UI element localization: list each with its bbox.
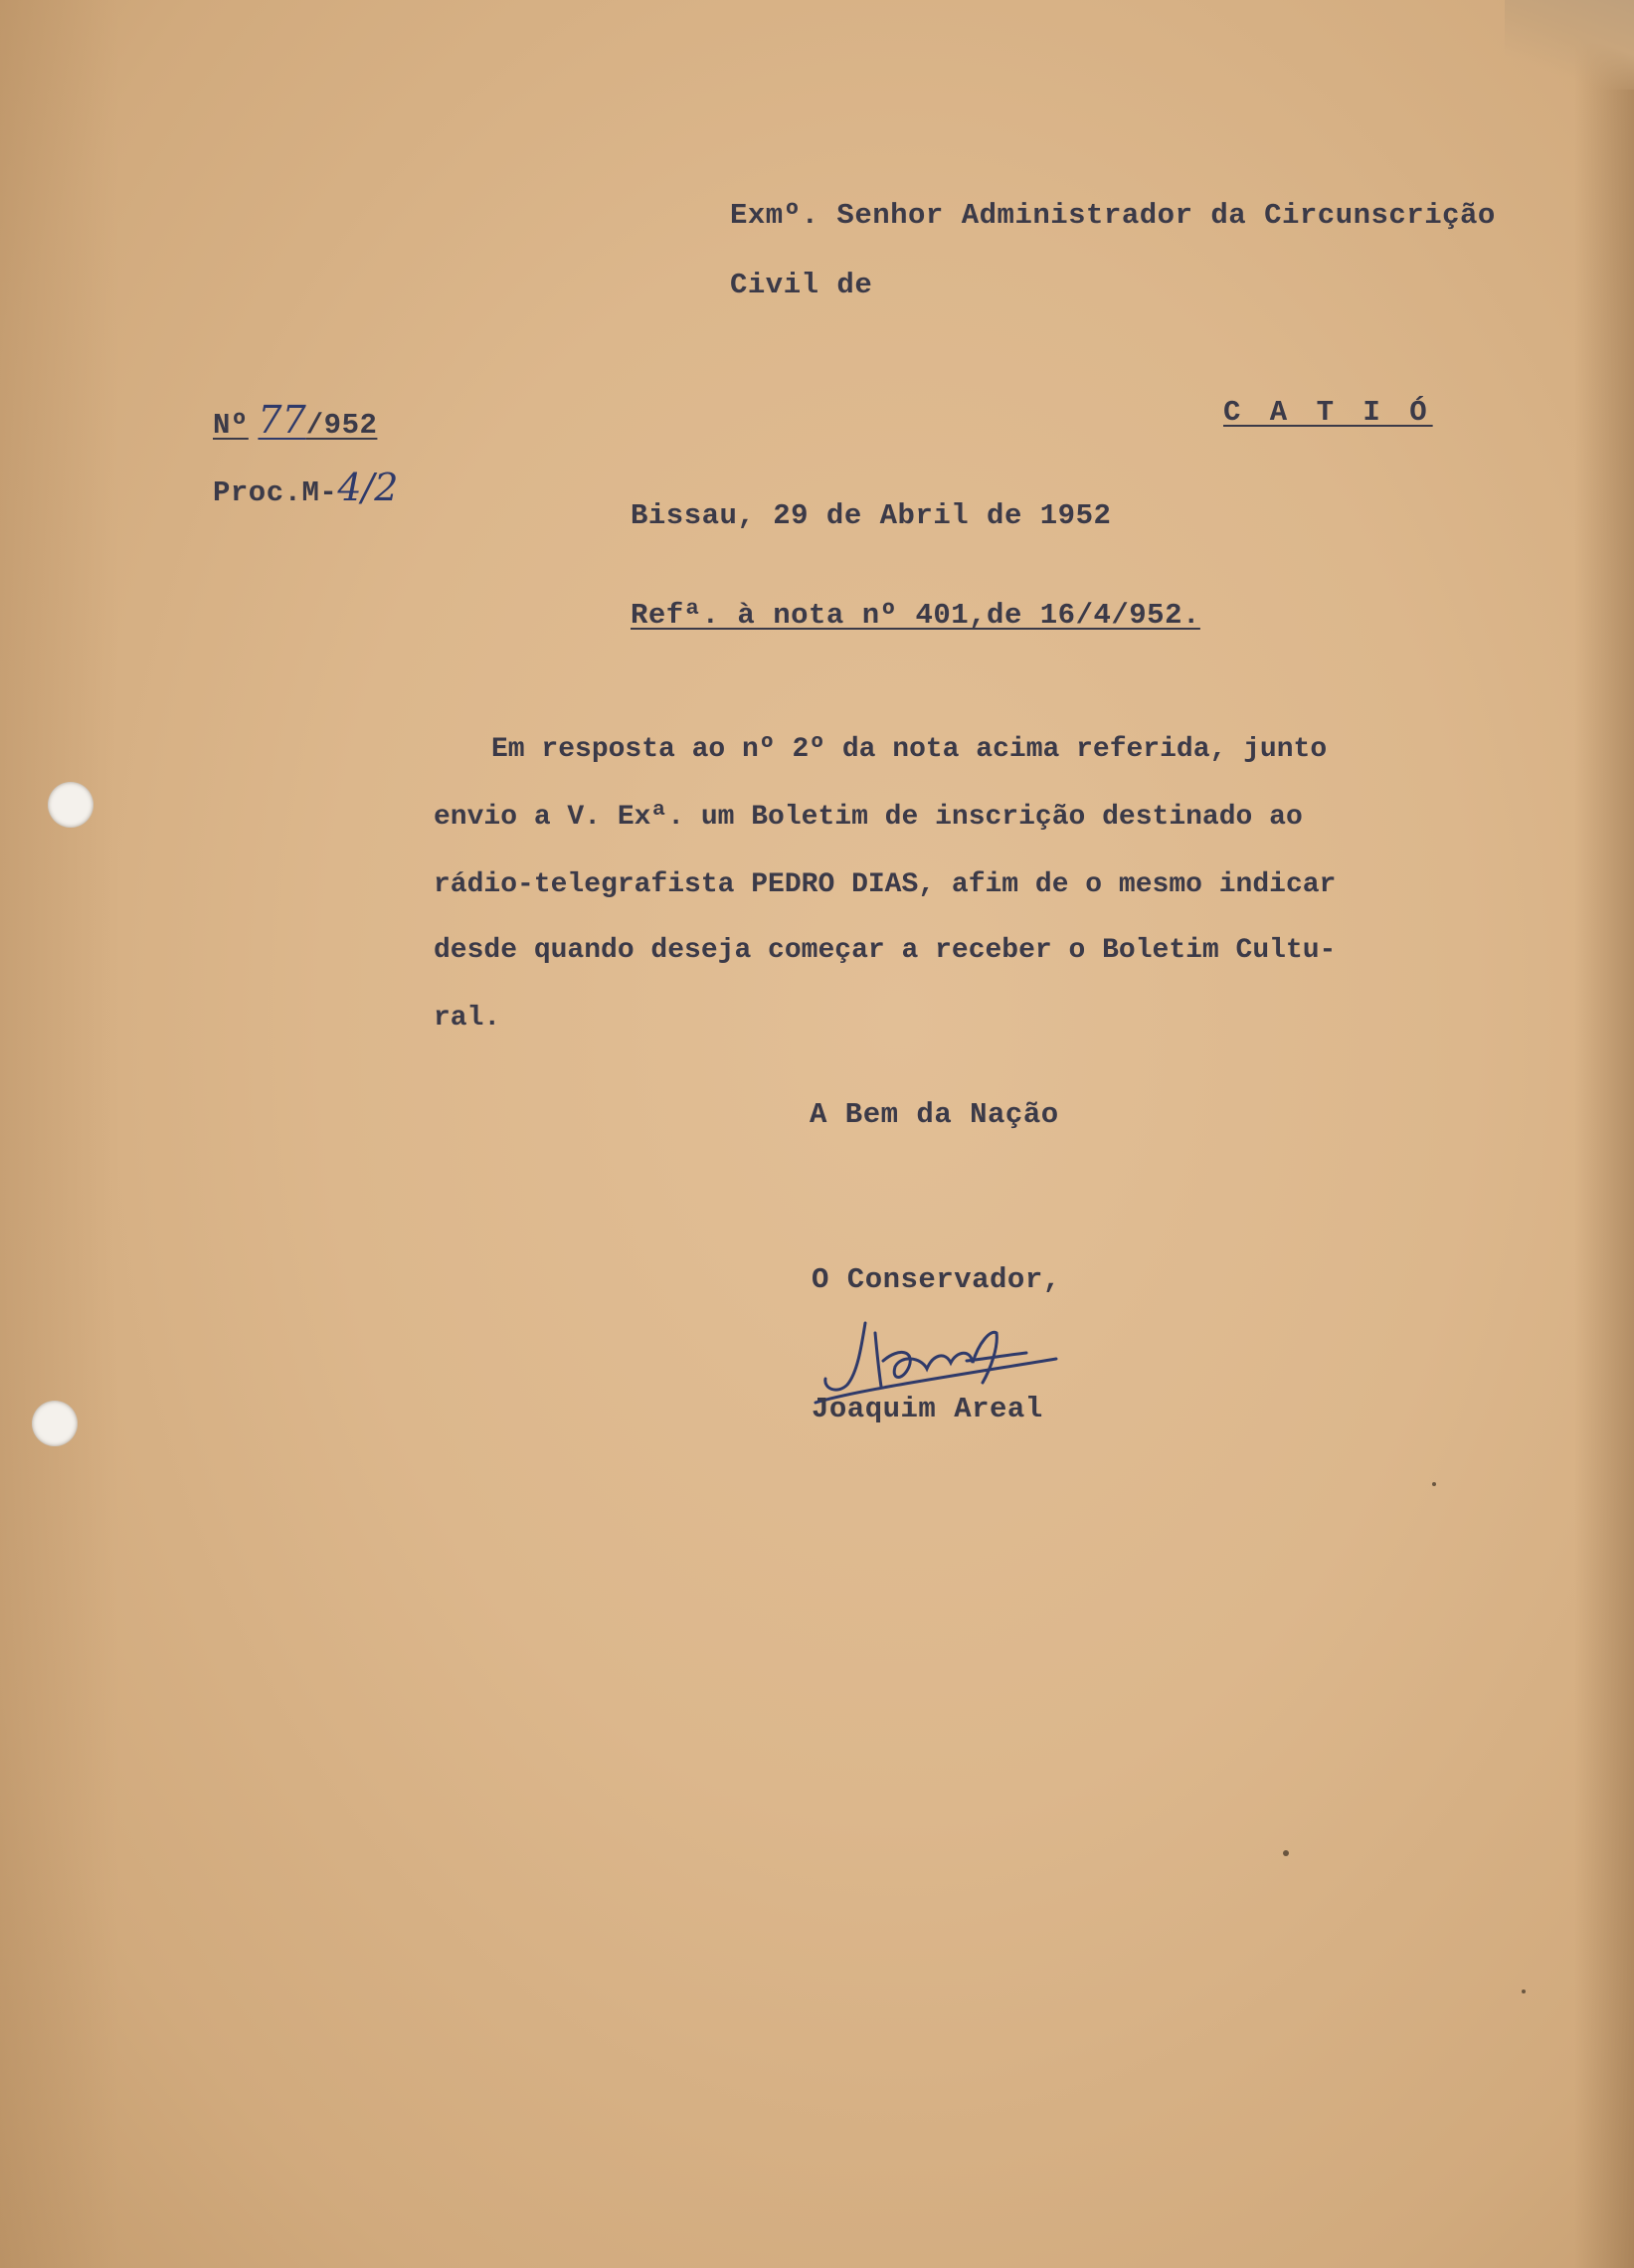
speck — [1283, 1850, 1289, 1856]
speck — [1522, 1989, 1526, 1993]
body-line-4: desde quando deseja começar a receber o Boletim Cultu- — [434, 935, 1337, 966]
dateline: Bissau, 29 de Abril de 1952 — [631, 499, 1112, 532]
signature-title: O Conservador, — [812, 1263, 1061, 1296]
body-line-5: ral. — [434, 1003, 501, 1034]
process-number — [213, 466, 398, 509]
number-prefix: Nº — [213, 409, 249, 442]
punch-hole-top — [48, 782, 93, 828]
proc-handwritten: 4/2 — [337, 466, 399, 509]
paper-shadow-left — [0, 0, 119, 2268]
body-line-2: envio a V. Exª. um Boletim de inscrição destinado ao — [434, 802, 1303, 833]
addressee-line-1: Exmº. Senhor Administrador da Circunscrição — [730, 199, 1496, 232]
proc-prefix: Proc.M- — [213, 476, 338, 509]
addressee-place: C A T I Ó — [1223, 396, 1433, 429]
document-number — [213, 398, 377, 442]
signature-name: Joaquim Areal — [812, 1393, 1043, 1425]
paper-shadow-right — [1574, 0, 1634, 2268]
body-line-3: rádio-telegrafista PEDRO DIAS, afim de o mesmo indicar — [434, 869, 1337, 900]
speck — [1432, 1482, 1436, 1486]
body-line-1: Em resposta ao nº 2º da nota acima referida, junto — [491, 734, 1328, 765]
punch-hole-bottom — [32, 1401, 78, 1446]
reference-note: Refª. à nota nº 401,de 16/4/952. — [631, 599, 1200, 632]
addressee-line-2: Civil de — [730, 269, 873, 301]
closing-salutation: A Bem da Nação — [810, 1098, 1059, 1131]
folded-corner — [1505, 0, 1634, 90]
number-year: /952 — [305, 409, 378, 442]
number-handwritten: 77 — [258, 398, 306, 442]
